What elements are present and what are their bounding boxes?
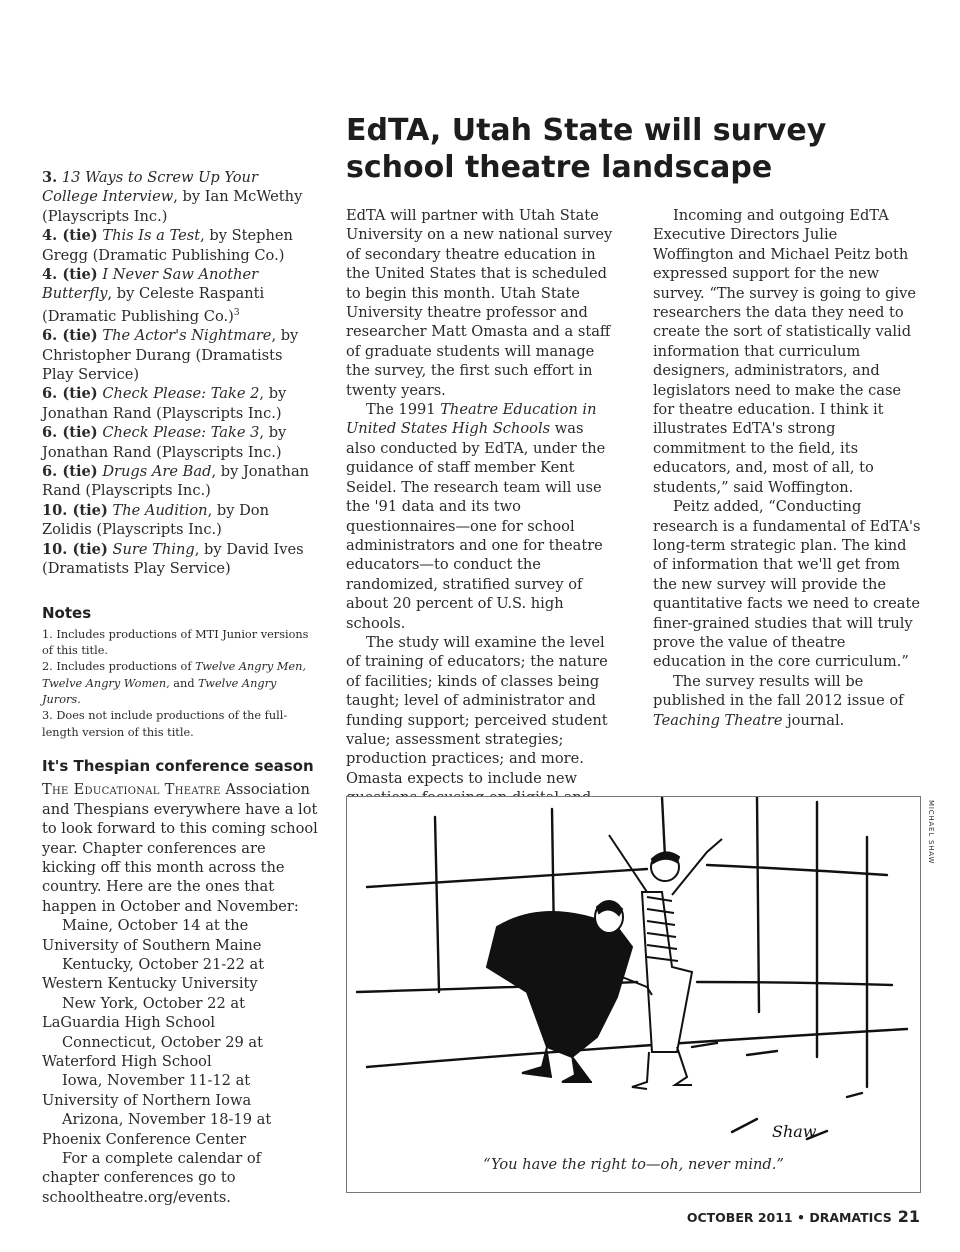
ranking-item [42,423,318,462]
cartoon-caption: “You have the right to—oh, never mind.” [483,1156,784,1173]
article-paragraph: EdTA will partner with Utah State University on a new national survey of secondary theatre education in the United States that is scheduled to begin this month. Utah State University theatre professor and researcher Matt Omasta and a staff of graduate students will manage the survey, the first such effort in twenty years. [346,207,613,399]
note-1: 1. Includes productions of MTI Junior versions of this title. [42,627,309,658]
article-paragraph: Peitz added, “Conducting research is a fundamental of EdTA's long-term strategic plan. The kind of information that we'll get from the new survey will provide the quantitative facts we need to create finer-grained studies that will truly prove the value of theatre education in the core curriculum.” [653,498,921,671]
ranking-rank: 6. (tie) [42,385,98,403]
article-paragraph: The 1991 Theatre Education in United States High Schools was also conducted by EdTA, under the guidance of staff member Kent Seidel. The research team will use the '91 data and its two questionnaires—one for school administrators and one for theatre educators—to conduct the randomized, stratified survey of about 20 percent of U.S. high schools. [346,401,606,632]
ranking-details: , by Jonathan Rand (Playscripts Inc.) [42,424,287,461]
ranking-details: , by Ian McWethy (Playscripts Inc.) [42,188,303,225]
cartoon-credit: MICHAEL SHAW [927,800,935,865]
ranking-title: I Never Saw Another Butterfly [42,266,259,303]
ranking-item [42,462,318,501]
page-footer [687,1207,920,1226]
ranking-title: Sure Thing [112,540,195,558]
cartoon-signature: Shaw [772,1122,817,1141]
footnote-marker: 3 [233,307,240,318]
note-3: 3. Does not include productions of the full-length version of this title. [42,709,288,739]
headline-line-2: school theatre landscape [346,150,773,185]
ranking-details: , by Stephen Gregg (Dramatic Publishing Co.) [42,227,293,264]
ranking-title: Drugs Are Bad [102,462,212,480]
ranking-rank: 6. (tie) [42,462,98,480]
article-paragraph: The study will examine the level of training of educators; the nature of facilities; kinds of classes being taught; level of administrator and funding support; perceived student value; assessment strategies; production practices; and more. Omasta expects to include new [346,633,608,787]
ranking-details: , by David Ives (Dramatists Play Service) [42,540,304,577]
event-item: Iowa, November 11-12 at University of Northern Iowa [42,1072,252,1109]
ranking-rank: 10. (tie) [42,540,108,558]
ranking-rank: 10. (tie) [42,501,108,519]
ranking-rank: 6. (tie) [42,424,98,442]
ranking-item [42,226,318,265]
event-item: New York, October 22 at LaGuardia High School [42,994,245,1032]
ranking-title: Check Please: Take 3 [102,424,260,442]
ranking-details: , by Don Zolidis (Playscripts Inc.) [42,501,269,539]
thespian-intro: The Educational Theatre Association and Thespians everywhere have a lot to look forward to this coming school year. Chapter conferences are kicking off this month across the country. Here are the ones that happen in October and November: [42,781,318,915]
note-2: 2. Includes productions of Twelve Angry Men, Twelve Angry Women, and Twelve Angry Jurors. [42,660,307,706]
ranking-details: , by Jonathan Rand (Playscripts Inc.) [42,462,310,500]
article-headline [346,112,906,186]
event-item: Maine, October 14 at the University of Southern Maine [42,917,262,954]
issue-label: OCTOBER 2011 • DRAMATICS [686,1210,892,1225]
ranking-title: The Audition [112,501,208,519]
ranking-details: , by Celeste Raspanti (Dramatic Publishing Co.) [42,285,265,325]
ranking-item [42,265,318,326]
ranking-item [42,326,318,384]
ranking-item [42,501,318,540]
event-item: Kentucky, October 21-22 at Western Kentucky University [42,955,265,993]
ranking-item [42,384,318,423]
ranking-title: Check Please: Take 2 [102,385,260,403]
ranking-title: This Is a Test [102,227,201,245]
ranking-title: The Actor's Nightmare [102,327,272,345]
page-number: 21 [897,1207,920,1226]
ranking-item [42,168,318,226]
ranking-rank: 4. (tie) [42,227,98,245]
ranking-details: , by Christopher Durang (Dramatists Play Service) [42,327,299,383]
article-column-2 [653,206,921,730]
thespian-heading: It's Thespian conference season [42,756,314,775]
event-item: Connecticut, October 29 at Waterford High School [42,1033,263,1070]
ranking-rank: 6. (tie) [42,327,98,345]
article-column-1 [346,206,616,885]
ranking-title: 13 Ways to Screw Up Your College Interview [42,169,258,206]
ranking-details: , by Jonathan Rand (Playscripts Inc.) [42,385,287,422]
thespian-closing: For a complete calendar of chapter conferences go to schooltheatre.org/events. [42,1150,262,1206]
cartoon-illustration [347,797,920,1192]
ranking-item [42,540,318,579]
ranking-list [42,168,318,578]
notes-heading: Notes [42,604,92,623]
cartoon [346,796,921,1193]
article-paragraph: Incoming and outgoing EdTA Executive Directors Julie Woffington and Michael Peitz both expressed support for the new survey. “The survey is going to give researchers the data they need to create the sort of statistically valid information that curriculum designers, administrators, and legislators need to make the case for theatre education. I think it illustrates EdTA's strong commitment to the field, its educators, and, most of all, to students,” said Woffington. [653,207,916,496]
headline-line-1: EdTA, Utah State will survey [346,113,827,148]
ranking-rank: 3. [42,169,58,186]
event-item: Arizona, November 18-19 at Phoenix Conference Center [42,1111,272,1148]
left-column [42,168,318,1207]
article-paragraph: The survey results will be published in the fall 2012 issue of Teaching Theatre journal. [653,672,904,729]
ranking-rank: 4. (tie) [42,266,98,284]
